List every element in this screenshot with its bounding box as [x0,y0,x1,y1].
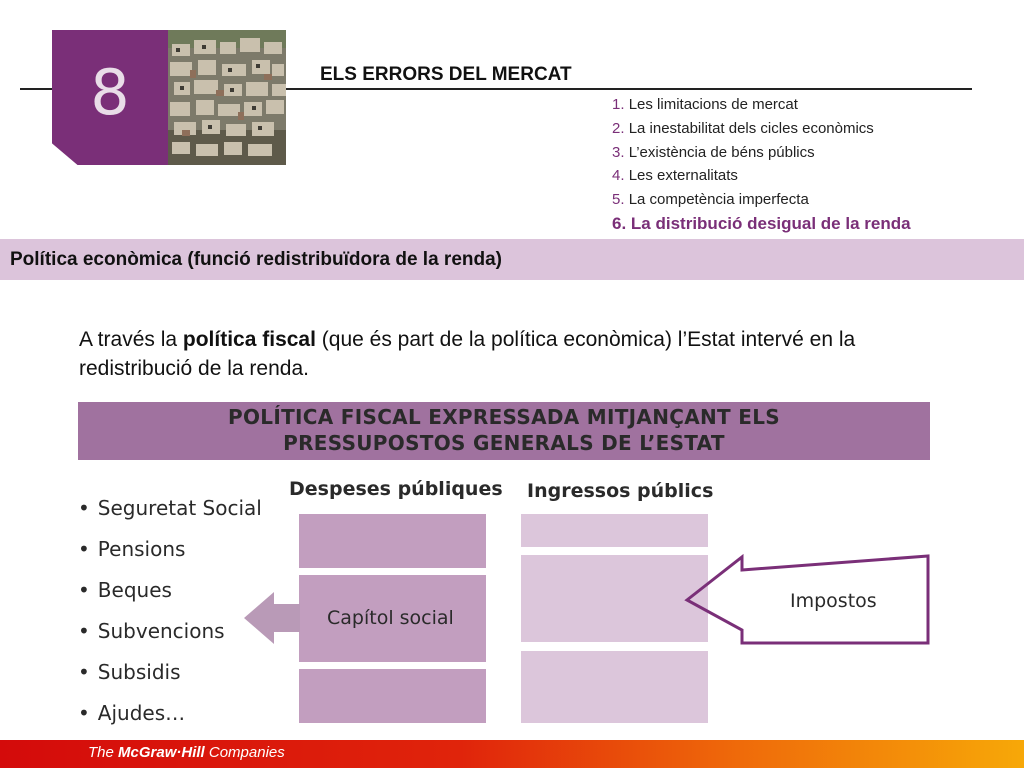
list-item: • Pensions [78,535,262,576]
publisher-logo: The McGraw·Hill Companies [88,744,285,761]
intro-emphasis: política fiscal [182,328,316,351]
list-item: • Seguretat Social [78,494,262,535]
topic-item-current: 6. La distribució desigual de la renda [612,213,911,233]
topic-item: 1. Les limitacions de mercat [612,96,798,113]
expense-items-list [78,494,262,740]
left-arrow-icon [244,588,300,648]
topic-item: 5. La competència imperfecta [612,191,809,209]
hillside-houses-photo [168,30,286,165]
list-item: • Ajudes… [78,699,262,740]
topic-item: 4. Les externalitats [612,167,738,185]
income-block [521,514,708,547]
expenses-block [299,514,486,568]
figure-header-line2: PRESSUPOSTOS GENERALS DE L’ESTAT [283,431,725,455]
income-block [521,651,708,723]
figure-header-line1: POLÍTICA FISCAL EXPRESSADA MITJANÇANT ELS [228,405,780,429]
topics-list [612,93,911,236]
expenses-block [299,669,486,723]
topic-item: 3. L’existència de béns públics [612,143,815,161]
list-item: • Subsidis [78,658,262,699]
expenses-title: Despeses públiques [289,478,503,500]
chapter-title: ELS ERRORS DEL MERCAT [320,64,572,85]
list-item: • Beques [78,576,262,617]
list-item: • Subvencions [78,617,262,658]
intro-paragraph: A través la política fiscal (que és part de la política econòmica) l’Estat intervé en la redistribució de la renda. [79,328,856,380]
taxes-label: Impostos [790,590,877,612]
chapter-number: 8 [90,56,130,129]
income-block [521,555,708,642]
section-title: Política econòmica (funció redistribuïdora de la renda) [10,249,502,270]
topic-item: 2. La inestabilitat dels cicles econòmics [612,119,874,137]
income-title: Ingressos públics [527,480,714,502]
figure-header-text [78,404,930,456]
social-chapter-label: Capítol social [327,607,454,629]
